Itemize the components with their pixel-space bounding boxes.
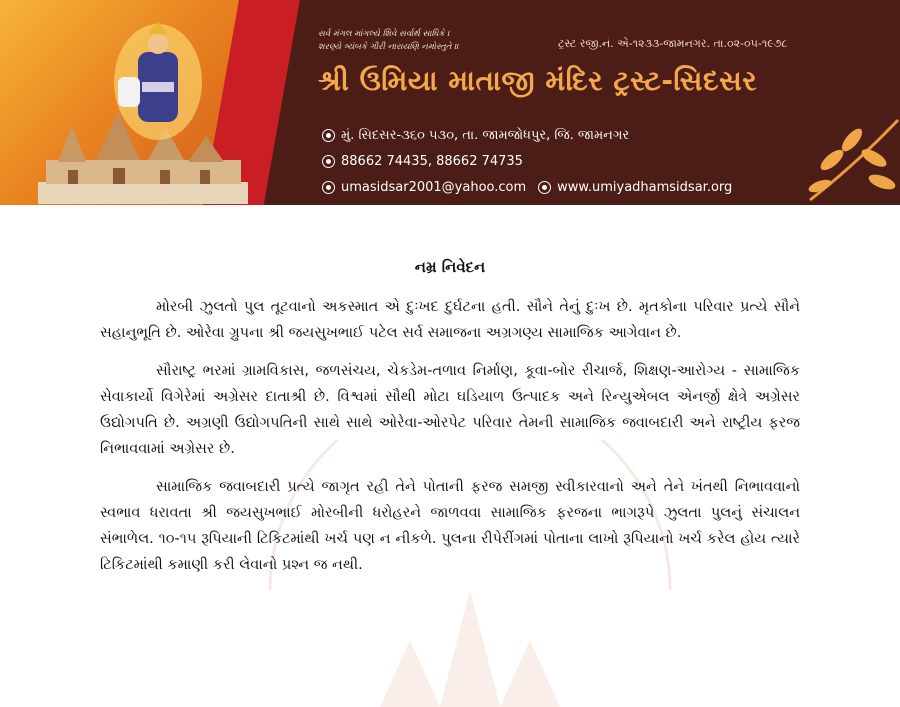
- email-icon: [322, 181, 335, 194]
- paragraph-3: સામાજિક જવાબદારી પ્રત્યે જાગૃત રહી તેને પોતાની ફરજ સમજી સ્વીકારવાનો અને તેને ખંતથી નિભાવવાનો સ્વભાવ ધરાવતા શ્રી જયસુખભાઈ મોરબીની ધરોહરને જાળવવા સામાજિક ફરજના ભાગરૂપે ઝુલતા પુલનું સંચાલન સંભાળેલ. ૧૦-૧૫ રૂપિયાની ટિકિટમાંથી ખર્ચ પણ ન નીકળે. પુલના રીપેરીંગમાં પોતાના લાખો રૂપિયાનો ખર્ચ કરેલ હોય ત્યારે ટિકિટમાંથી કમાણી કરી લેવાનો પ્રશ્ન જ નથી.: [100, 479, 800, 573]
- trust-name: શ્રી ઉમિયા માતાજી મંદિર ટ્રસ્ટ-સિદસર: [318, 64, 758, 97]
- deity-illustration: [108, 22, 208, 142]
- web-icon: [538, 181, 551, 194]
- phone-text: 88662 74435, 88662 74735: [341, 154, 523, 169]
- letterhead: [0, 0, 900, 205]
- tagline-line-2: શરણ્યે ત્ર્યંબકે ગૌરી નારાયણિ નમોસ્તુતે ॥: [318, 42, 459, 52]
- registration-number: ટ્રસ્ટ રજી.નં. એ-૧૨૩૩-જામનગર. તા.૦૨-૦૫-૧૯૭૮: [558, 37, 788, 50]
- decorative-leaves: [800, 110, 900, 205]
- email-link[interactable]: umasidsar2001@yahoo.com: [341, 180, 527, 195]
- letter-heading: નમ્ર નિવેદન: [414, 258, 486, 276]
- sanskrit-tagline: [318, 28, 528, 54]
- website-link[interactable]: www.umiyadhamsidsar.org: [557, 180, 733, 195]
- phone-icon: [322, 155, 335, 168]
- address-text: મું. સિદસર-૩૬૦ ૫૩૦, તા. જામજોધપુર, જિ. જામનગર: [341, 128, 630, 143]
- letter-body: [100, 250, 800, 590]
- paragraph-1: મોરબી ઝુલતો પુલ તૂટવાનો અકસ્માત એ દુઃખદ દુર્ઘટના હતી. સૌને તેનું દુઃખ છે. મૃતકોના પરિવાર પ્રત્યે સૌને સહાનુભૂતિ છે. ઓરેવા ગ્રુપના શ્રી જયસુખભાઈ પટેલ સર્વ સમાજના અગ્રગણ્ય સામાજિક આગેવાન છે.: [100, 299, 800, 341]
- address-line: [322, 128, 629, 143]
- location-icon: [322, 129, 335, 142]
- paragraph-2: સૌરાષ્ટ્ર ભરમાં ગ્રામવિકાસ, જળસંચય, ચેકડેમ-તળાવ નિર્માણ, કૂવા-બોર રીચાર્જ, શિક્ષણ-આરોગ્ય - સામાજિક સેવાકાર્યો વિગેરેમાં અગ્રેસર દાતાશ્રી છે. વિશ્વમાં સૌથી મોટા ઘડિયાળ ઉત્પાદક અને રિન્યુએબલ એનર્જી ક્ષેત્રે અગ્રેસર ઉદ્યોગપતિ છે. અગ્રણી ઉદ્યોગપતિની સાથે સાથે ઓરેવા-ઓરપેટ પરિવાર તેમની સામાજિક જવાબદારી અને રાષ્ટ્રીય ફરજ નિભાવવામાં અગ્રેસર છે.: [100, 363, 800, 457]
- phone-line: [322, 154, 523, 169]
- contact-line: [322, 180, 732, 195]
- tagline-line-1: સર્વ મંગલ માંગલ્યે શિવે સર્વાર્થ સાધિકે ।: [318, 29, 450, 39]
